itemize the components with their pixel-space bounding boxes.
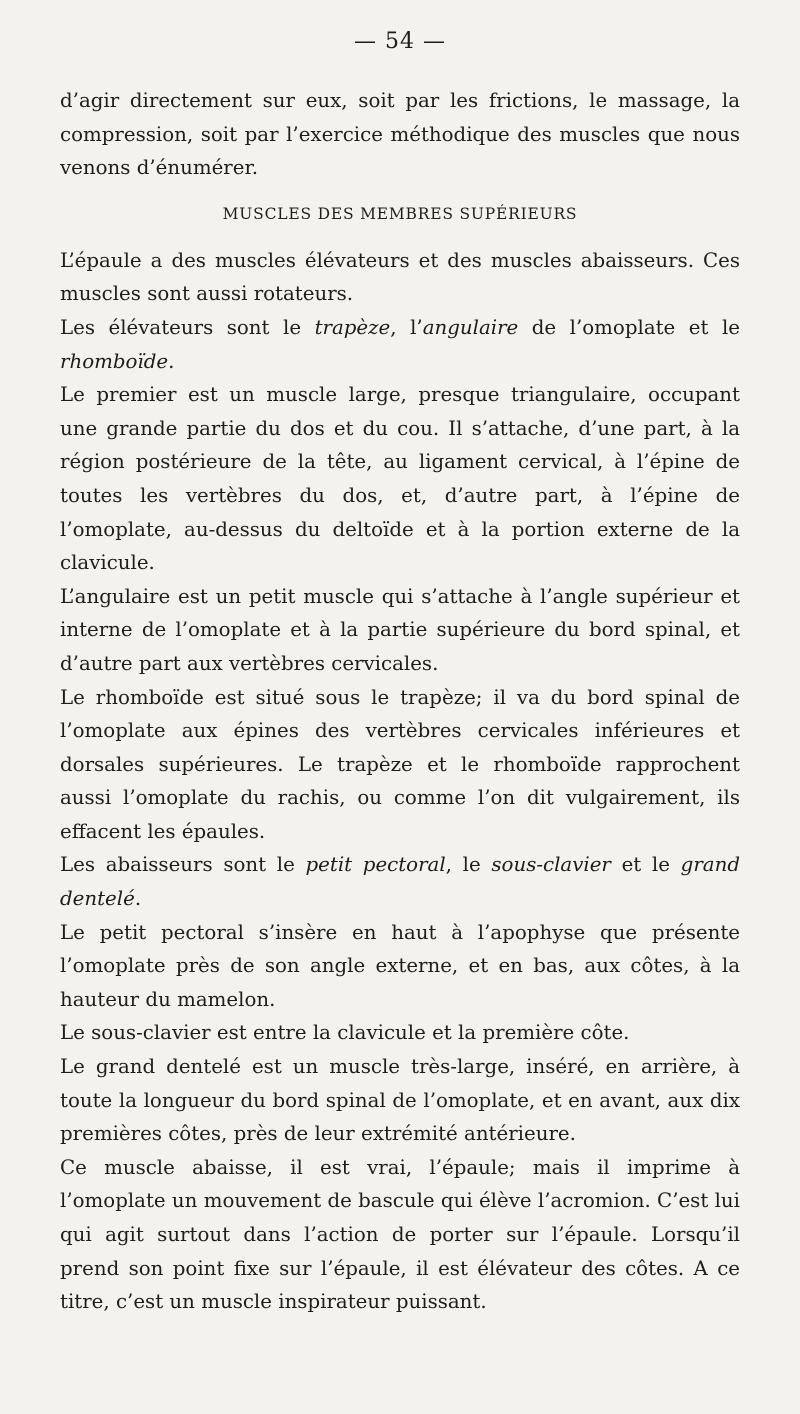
- term-grand-dentele: grand dentelé: [60, 853, 740, 911]
- paragraph-depressors: [60, 848, 740, 915]
- text-fragment: et le: [610, 853, 681, 877]
- text-fragment: .: [134, 887, 142, 911]
- page-body: [60, 84, 740, 1319]
- paragraph-rhomboide-description: Le rhomboïde est situé sous le trapèze; il va du bord spinal de l’omoplate aux épines des vertèbres cervicales inférieures et dorsales supérieures. Le trapèze et le rhomboïde rapprochent aussi l’omoplate du rachis, ou comme l’on dit vulgairement, ils effacent les épaules.: [60, 685, 740, 843]
- paragraph-grand-dentele: Le grand dentelé est un muscle très-large, inséré, en arrière, à toute la longueur du bord spinal de l’omoplate, et en avant, aux dix premières côtes, près de leur extrémité antérieure.: [60, 1055, 740, 1146]
- paragraph-angulaire-description: L’angulaire est un petit muscle qui s’attache à l’angle supérieur et interne de l’omoplate et à la partie supérieure du bord spinal, et d’autre part aux vertèbres cervicales.: [60, 584, 740, 675]
- paragraph-sous-clavier: Le sous-clavier est entre la clavicule et la première côte.: [60, 1021, 630, 1045]
- term-trapeze: trapèze: [314, 315, 391, 339]
- text-fragment: de l’omoplate et le: [518, 315, 740, 339]
- text-fragment: , l’: [390, 315, 423, 339]
- page-number: — 54 —: [354, 29, 446, 54]
- paragraph-elevators: [60, 311, 740, 378]
- text-fragment: Les élévateurs sont le: [60, 315, 315, 339]
- text-fragment: Les abaisseurs sont le: [60, 853, 306, 877]
- section-heading: MUSCLES DES MEMBRES SUPÉRIEURS: [222, 204, 578, 223]
- term-angulaire: angulaire: [422, 315, 519, 339]
- paragraph-intro: d’agir directement sur eux, soit par les frictions, le massage, la compression, soit par l’exercice méthodique des muscles que nous venons d’énumérer.: [60, 89, 740, 180]
- term-sous-clavier: sous-clavier: [491, 853, 611, 877]
- paragraph-petit-pectoral: Le petit pectoral s’insère en haut à l’apophyse que présente l’omoplate près de son angle externe, et en bas, aux côtes, à la hauteur du mamelon.: [60, 920, 740, 1011]
- term-rhomboide: rhomboïde: [60, 349, 169, 373]
- term-petit-pectoral: petit pectoral: [305, 853, 446, 877]
- paragraph-trapeze-description: Le premier est un muscle large, presque triangulaire, occupant une grande partie du dos et du cou. Il s’attache, d’une part, à la région postérieure de la tête, au ligament cervical, à l’épine de toutes les vertèbres du dos, et, d’autre part, à l’épine de l’omoplate, au-dessus du deltoïde et à la portion externe de la clavicule.: [60, 383, 740, 575]
- paragraph-shoulder-muscles: L’épaule a des muscles élévateurs et des muscles abaisseurs. Ces muscles sont aussi rotateurs.: [60, 248, 740, 306]
- paragraph-grand-dentele-action: Ce muscle abaisse, il est vrai, l’épaule; mais il imprime à l’omoplate un mouvement de bascule qui élève l’acromion. C’est lui qui agit surtout dans l’action de porter sur l’épaule. Lorsqu’il prend son point fixe sur l’épaule, il est élévateur des côtes. A ce titre, c’est un muscle inspirateur puissant.: [60, 1155, 740, 1314]
- text-fragment: .: [168, 349, 175, 373]
- text-fragment: , le: [445, 853, 492, 877]
